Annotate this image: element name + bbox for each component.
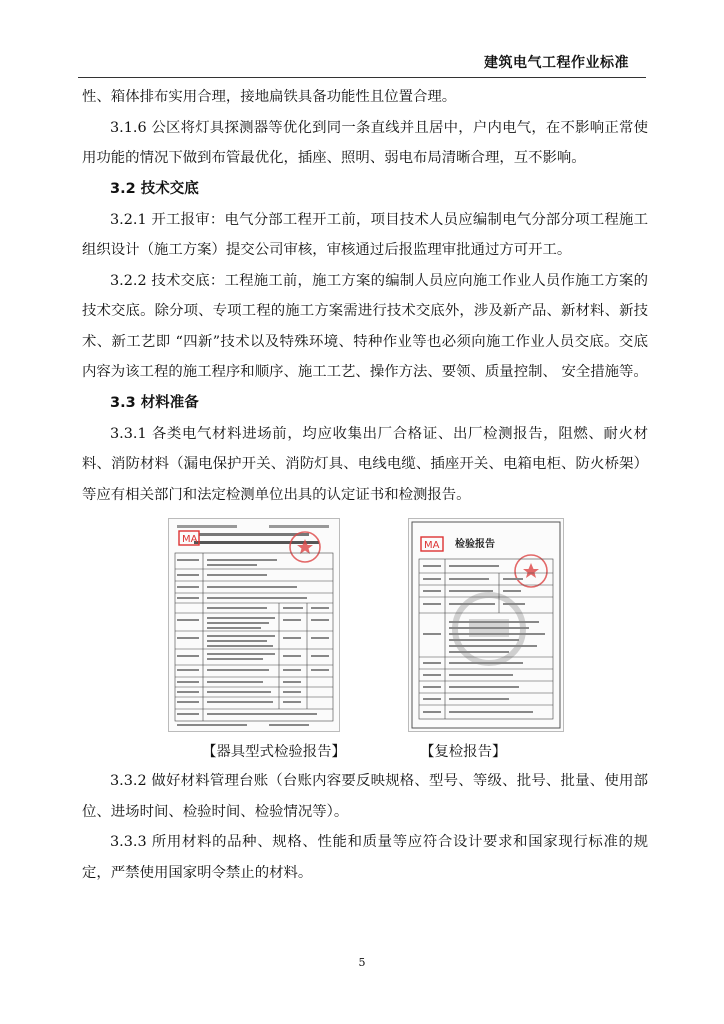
figure-caption-re-inspection: 【复检报告】 [420,744,507,760]
figure-row [82,518,648,766]
section-heading-3-3: 3.3 材料准备 [110,394,199,411]
paragraph-continuation: 性、箱体排布实用合理，接地扁铁具备功能性且位置合理。 [82,89,457,105]
header-title: 建筑电气工程作业标准 [484,55,629,71]
paragraph-3-2-1: 3.2.1 开工报审：电气分部工程开工前，项目技术人员应编制电气分部分项工程施工组织设计（施工方案）提交公司审核，审核通过后报监理审批通过方可开工。 [82,211,648,258]
type-inspection-report-image [168,518,340,732]
paragraph-3-2-2: 3.2.2 技术交底：工程施工前，施工方案的编制人员应向施工作业人员作施工方案的技术交底。除分项、专项工程的施工方案需进行技术交底外，涉及新产品、新材料、新技术、新工艺即 “四新”技术以及特殊环境、特种作业等也必须向施工作业人员交底。交底内容为该工程的施工程序和顺序、施工工艺、操作方法、要领、质量控制、 安全措施等。 [82,272,648,380]
section-heading-3-2: 3.2 技术交底 [110,180,199,197]
ma-stamp-icon [179,531,199,545]
paragraph-3-3-2: 3.3.2 做好材料管理台账（台账内容要反映规格、型号、等级、批号、批量、使用部位、进场时间、检验时间、检验情况等）。 [82,773,648,820]
report-document-graphic [409,519,563,731]
page-number: 5 [358,956,366,969]
svg-text:检验报告: 检验报告 [455,539,495,550]
paragraph-3-3-1: 3.3.1 各类电气材料进场前，均应收集出厂合格证、出厂检测报告，阻燃、耐火材料、消防材料（漏电保护开关、消防灯具、电线电缆、插座开关、电箱电柜、防火桥架）等应有相关部门和法定检测单位出具的认定证书和检测报告。 [82,425,648,503]
document-body [82,82,648,888]
re-inspection-report-image [408,518,564,732]
figure-caption-type-inspection: 【器具型式检验报告】 [202,744,346,760]
header-divider [78,77,646,78]
paragraph-3-1-6: 3.1.6 公区将灯具探测器等优化到同一条直线并且居中，户内电气，在不影响正常使用功能的情况下做到布管最优化，插座、照明、弱电布局清晰合理，互不影响。 [82,119,648,166]
report-document-graphic [169,519,339,731]
svg-text:MA: MA [182,534,198,545]
svg-text:MA: MA [424,540,440,551]
paragraph-3-3-3: 3.3.3 所用材料的品种、规格、性能和质量等应符合设计要求和国家现行标准的规定，严禁使用国家明令禁止的材料。 [82,834,648,881]
